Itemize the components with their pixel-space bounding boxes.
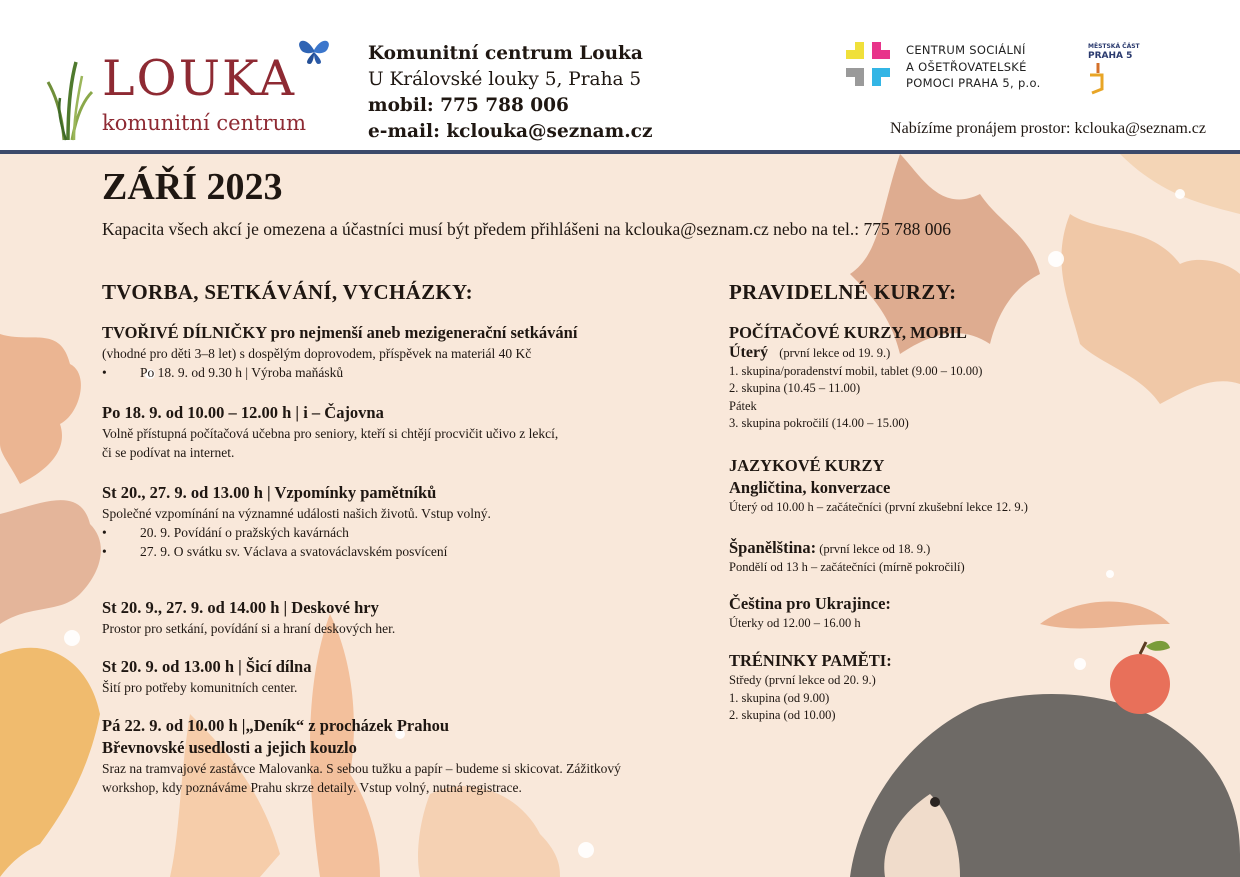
- list-item: • 20. 9. Povídání o pražských kavárnách: [140, 523, 491, 542]
- course-czech-title: Čeština pro Ukrajince:: [729, 594, 891, 613]
- event-bullets: [102, 363, 577, 382]
- louka-logo: [40, 36, 340, 146]
- course-title: JAZYKOVÉ KURZY: [729, 456, 885, 475]
- center-address: U Královské louky 5, Praha 5: [368, 69, 642, 90]
- center-phone: mobil: 775 788 006: [368, 95, 569, 116]
- course-line: Středy (první lekce od 20. 9.): [729, 673, 876, 687]
- partner-line-3: POMOCI PRAHA 5, p.o.: [906, 76, 1041, 90]
- event-line: či se podívat na internet.: [102, 445, 235, 460]
- center-email[interactable]: e-mail: kclouka@seznam.cz: [368, 121, 653, 142]
- course-line: Pátek: [729, 398, 757, 413]
- event-title: Pá 22. 9. od 10.00 h |„Deník“ z procházek Prahou: [102, 716, 450, 735]
- course-computers: [729, 322, 982, 433]
- course-spanish-note: (první lekce od 18. 9.): [819, 542, 931, 556]
- event-line: Společné vzpomínání na významné události našich životů. Vstup volný.: [102, 506, 491, 521]
- rental-offer: Nabízíme pronájem prostor: kclouka@seznam.cz: [890, 120, 1206, 137]
- center-name: Komunitní centrum Louka: [368, 43, 643, 64]
- event-line: Prostor pro setkání, povídání si a hraní deskových her.: [102, 621, 396, 636]
- course-day: Úterý: [729, 344, 769, 361]
- course-line: 2. skupina (10.45 – 11.00): [729, 381, 861, 395]
- praha-small-label: MĚSTSKÁ ČÁST: [1088, 43, 1140, 50]
- grass-icon: [46, 36, 106, 146]
- course-spanish: [729, 537, 965, 577]
- praha-emblem-icon: [1088, 63, 1108, 95]
- event-line: (vhodné pro děti 3–8 let) s dospělým doprovodem, příspěvek na materiál 40 Kč: [102, 346, 532, 361]
- course-line: Úterý od 10.00 h – začátečníci (první zkušební lekce 12. 9.): [729, 500, 1028, 514]
- event-walk: [102, 715, 621, 797]
- course-spanish-row: [729, 537, 965, 559]
- course-languages: [729, 455, 1028, 517]
- event-title: Po 18. 9. od 10.00 – 12.00 h | i – Čajovna: [102, 403, 384, 422]
- course-line: 1. skupina/poradenství mobil, tablet (9.00 – 10.00): [729, 363, 983, 378]
- event-tea-room: [102, 402, 558, 462]
- logo-title: LOUKA: [102, 50, 297, 107]
- event-board-games: [102, 597, 395, 638]
- course-line: 1. skupina (od 9.00): [729, 690, 830, 705]
- course-spanish-title: Španělština:: [729, 538, 817, 557]
- course-english: Angličtina, konverzace: [729, 478, 891, 497]
- list-item: • 27. 9. O svátku sv. Václava a svatováclavském posvícení: [140, 542, 491, 561]
- contact-block: [368, 41, 652, 145]
- event-sewing: [102, 656, 311, 697]
- event-subtitle: Břevnovské usedlosti a jejich kouzlo: [102, 738, 357, 757]
- event-line: Sraz na tramvajové zastávce Malovanka. S sebou tužku a papír – budeme si skicovat. Zážitkový: [102, 761, 621, 776]
- logo-subtitle: komunitní centrum: [102, 111, 307, 135]
- event-title: St 20., 27. 9. od 13.00 h | Vzpomínky pamětníků: [102, 483, 437, 502]
- event-line: workshop, kdy poznáváme Prahu skrze detaily. Vstup volný, nutná registrace.: [102, 780, 522, 795]
- event-title: St 20. 9. od 13.00 h | Šicí dílna: [102, 657, 312, 676]
- praha5-logo: [1088, 43, 1138, 98]
- event-memories: [102, 482, 491, 561]
- course-line: Úterky od 12.00 – 16.00 h: [729, 616, 861, 630]
- list-item: • Po 18. 9. od 9.30 h | Výroba maňásků: [140, 363, 577, 382]
- left-heading: TVORBA, SETKÁVÁNÍ, VYCHÁZKY:: [102, 280, 473, 304]
- event-line: Šití pro potřeby komunitních center.: [102, 680, 298, 695]
- page-title: ZÁŘÍ 2023: [102, 166, 283, 208]
- partner-line-2: A OŠETŘOVATELSKÉ: [906, 59, 1027, 74]
- course-line: Pondělí od 13 h – začátečníci (mírně pokročilí): [729, 560, 965, 574]
- course-line: 2. skupina (od 10.00): [729, 708, 836, 722]
- course-line: 3. skupina pokročilí (14.00 – 15.00): [729, 416, 909, 430]
- header: [0, 0, 1240, 150]
- course-czech: [729, 593, 891, 633]
- event-line: Volně přístupná počítačová učebna pro seniory, kteří si chtějí procvičit učivo z lekcí,: [102, 426, 559, 441]
- course-title: TRÉNINKY PAMĚTI:: [729, 651, 892, 670]
- butterfly-icon: [296, 36, 332, 68]
- event-title: TVOŘIVÉ DÍLNIČKY pro nejmenší aneb mezigenerační setkávání: [102, 323, 578, 342]
- course-day-note: (první lekce od 19. 9.): [779, 346, 891, 360]
- partner-logo: [846, 42, 1066, 96]
- partner-name: [906, 42, 1041, 92]
- event-workshops: [102, 322, 577, 382]
- intro-text: Kapacita všech akcí je omezena a účastníci musí být předem přihlášeni na kclouka@seznam.cz nebo na tel.: 775 788 006: [102, 219, 952, 239]
- course-title: POČÍTAČOVÉ KURZY, MOBIL: [729, 323, 967, 342]
- event-bullets: [102, 523, 491, 561]
- partner-line-1: CENTRUM SOCIÁLNÍ: [906, 43, 1026, 57]
- right-heading: PRAVIDELNÉ KURZY:: [729, 280, 957, 304]
- course-day-row: [729, 344, 982, 363]
- event-title: St 20. 9., 27. 9. od 14.00 h | Deskové hry: [102, 598, 379, 617]
- course-memory: [729, 650, 892, 725]
- praha-big-label: PRAHA 5: [1088, 51, 1133, 61]
- cross-logo-icon: [846, 42, 898, 94]
